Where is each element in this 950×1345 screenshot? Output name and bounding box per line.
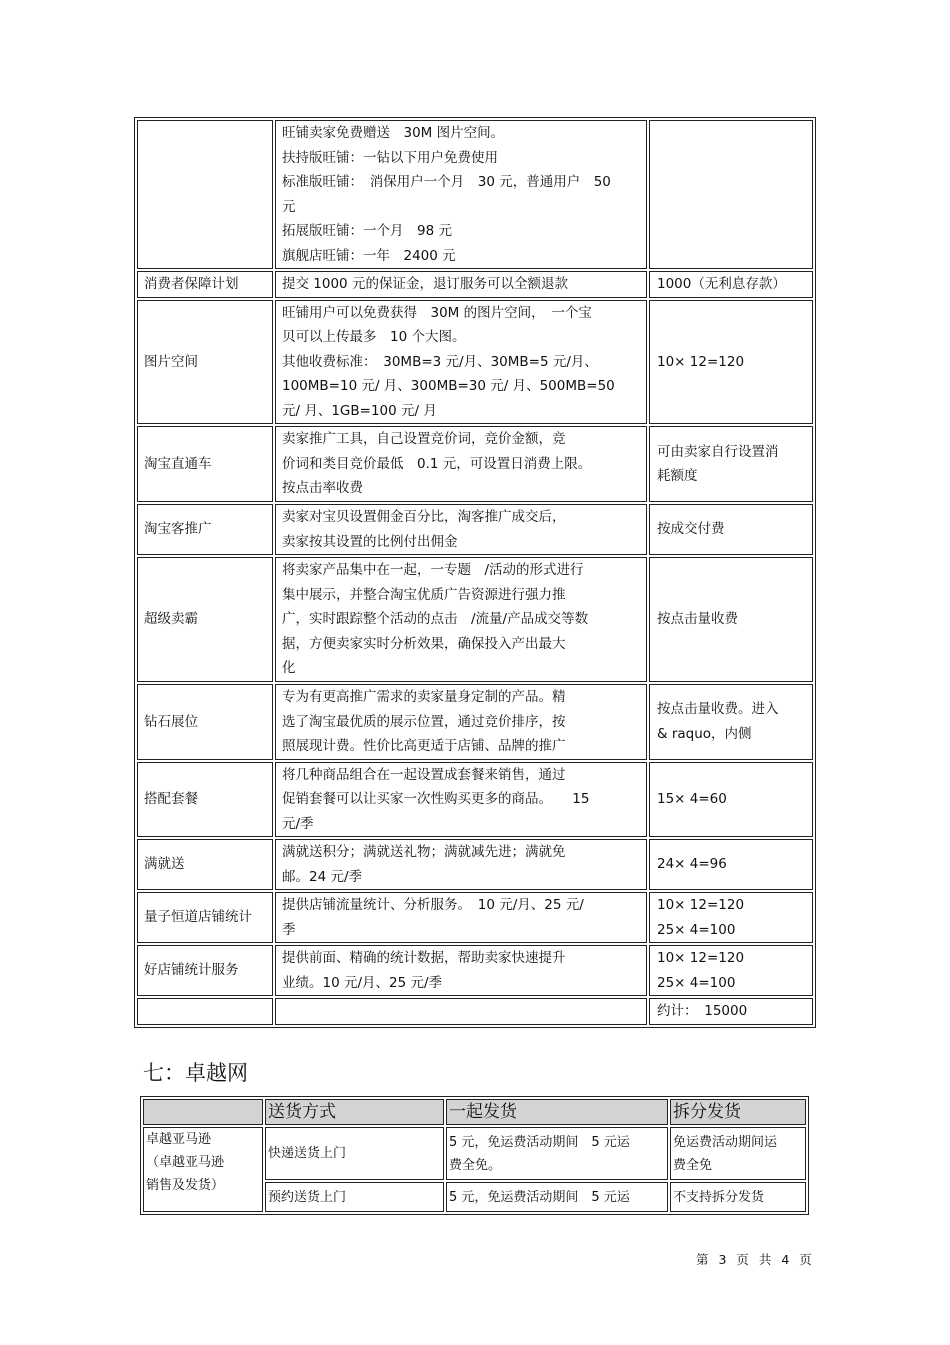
cell-line: 24× 4=96 xyxy=(657,856,727,873)
cell-line: 广，实时跟踪整个活动的点击 /流量/产品成交等数 xyxy=(282,611,589,628)
cell-line: 10× 12=120 xyxy=(657,897,745,913)
cell-line: 销售及发货） xyxy=(146,1178,225,1193)
item-name: 消费者保障计划 xyxy=(144,276,239,292)
cell-line: 卖家按其设置的比例付出佣金 xyxy=(282,533,458,550)
table-row xyxy=(137,945,813,996)
cell-line: 旗舰店旺铺：一年 2400 元 xyxy=(282,247,456,264)
cell-line: & raquo，内侧 xyxy=(657,725,752,742)
cost-cell xyxy=(649,762,813,838)
cell-line: 卓越亚马逊 xyxy=(146,1132,212,1147)
item-name-cell xyxy=(137,998,273,1025)
cell-line: （卓越亚马逊 xyxy=(146,1155,225,1170)
item-name: 量子恒道店铺统计 xyxy=(144,909,252,926)
cell-line: 100MB=10 元/ 月、300MB=30 元/ 月、500MB=50 xyxy=(282,378,615,394)
description-cell xyxy=(275,120,647,269)
page-number: 第 3 页 共 4 页 xyxy=(696,1252,815,1267)
cell-line: 专为有更高推广需求的卖家量身定制的产品。精 xyxy=(282,689,566,705)
cell-line: 将几种商品组合在一起设置成套餐来销售，通过 xyxy=(282,766,566,783)
item-name: 图片空间 xyxy=(144,353,198,370)
cell-line: 照展现计费。性价比高更适于店铺、品牌的推广 xyxy=(282,738,566,754)
cell-line: 按成交付费 xyxy=(657,521,725,538)
table-row xyxy=(137,839,813,890)
cell-line: 选了淘宝最优质的展示位置，通过竞价排序，按 xyxy=(282,713,566,730)
table-row xyxy=(137,426,813,502)
cell-line: 标准版旺铺： 消保用户一个月 30 元，普通用户 50 xyxy=(282,174,611,190)
item-name-cell xyxy=(137,945,273,996)
description-cell xyxy=(275,271,647,298)
item-name-cell xyxy=(137,762,273,838)
item-name-cell xyxy=(137,120,273,269)
cell-line: 业绩。10 元/月、25 元/季 xyxy=(282,974,443,991)
item-name: 满就送 xyxy=(144,856,185,873)
cell-line: 化 xyxy=(282,660,296,677)
description-cell xyxy=(275,300,647,425)
table-row xyxy=(137,998,813,1025)
cost-cell xyxy=(649,684,813,760)
cell-line: 价词和类目竞价最低 0.1 元，可设置日消费上限。 xyxy=(282,455,592,472)
table-row xyxy=(137,762,813,838)
cell-line: 5 元，免运费活动期间 5 元运 xyxy=(449,1189,630,1205)
cell-line: 提交 1000 元的保证金，退订服务可以全额退款 xyxy=(282,276,568,292)
table-row xyxy=(137,684,813,760)
cost-cell xyxy=(649,300,813,425)
cell-line: 促销套餐可以让买家一次性购买更多的商品。 15 xyxy=(282,791,590,807)
table-row xyxy=(137,892,813,943)
cell-line: 元/季 xyxy=(282,815,314,832)
delivery-method-cell: 快递送货上门 xyxy=(265,1127,444,1180)
item-name: 好店铺统计服务 xyxy=(144,962,239,979)
cell-line: 满就送积分；满就送礼物；满就减先进；满就免 xyxy=(282,844,566,860)
description-cell xyxy=(275,762,647,838)
cost-cell xyxy=(649,271,813,298)
item-name: 钻石展位 xyxy=(144,713,198,730)
cell-line: 扶持版旺铺：一钻以下用户免费使用 xyxy=(282,149,498,166)
shipping-table xyxy=(140,1096,809,1215)
cost-cell xyxy=(649,426,813,502)
table-row xyxy=(137,504,813,555)
cell-line: 1000（无利息存款） xyxy=(657,276,786,292)
item-name xyxy=(144,999,272,1024)
cell-line: 贝可以上传最多 10 个大图。 xyxy=(282,329,466,345)
cell-line: 旺铺用户可以免费获得 30M 的图片空间， 一个宝 xyxy=(282,304,592,321)
cell-line: 旺铺卖家免费赠送 30M 图片空间。 xyxy=(282,125,505,141)
description-cell xyxy=(275,426,647,502)
cell-line: 据，方便卖家实时分析效果，确保投入产出最大 xyxy=(282,635,566,652)
header-cell xyxy=(143,1099,263,1125)
item-name-cell xyxy=(137,839,273,890)
header-cell: 送货方式 xyxy=(265,1099,444,1125)
description-cell xyxy=(275,892,647,943)
item-name: 搭配套餐 xyxy=(144,791,198,807)
item-name: 淘宝客推广 xyxy=(144,521,212,538)
ship-together-cell xyxy=(446,1182,668,1212)
table-row xyxy=(137,300,813,425)
ship-split-cell xyxy=(670,1127,806,1180)
cell-line: 免运费活动期间运 xyxy=(673,1134,778,1150)
cell-line: 耗额度 xyxy=(657,468,698,484)
header-cell: 一起发货 xyxy=(446,1099,668,1125)
item-name-cell xyxy=(137,557,273,682)
item-name-cell xyxy=(137,684,273,760)
seller-cell xyxy=(143,1127,263,1212)
item-name: 淘宝直通车 xyxy=(144,455,212,472)
description-cell xyxy=(275,684,647,760)
cell-line: 将卖家产品集中在一起，一专题 /活动的形式进行 xyxy=(282,562,584,579)
table-row xyxy=(137,271,813,298)
cell-line: 不支持拆分发货 xyxy=(673,1189,765,1205)
cell-line: 约计： 15000 xyxy=(657,1003,748,1019)
item-name-cell xyxy=(137,300,273,425)
cost-cell xyxy=(649,557,813,682)
cell-line: 费全免。 xyxy=(449,1157,502,1173)
cell-line: 10× 12=120 xyxy=(657,950,745,966)
description-cell xyxy=(275,504,647,555)
cell-line xyxy=(282,999,640,1024)
cost-cell xyxy=(649,998,813,1025)
description-cell xyxy=(275,839,647,890)
cost-cell xyxy=(649,839,813,890)
ship-split-cell xyxy=(670,1182,806,1212)
description-cell xyxy=(275,945,647,996)
item-name-cell xyxy=(137,504,273,555)
table-row xyxy=(137,120,813,269)
item-name-cell xyxy=(137,426,273,502)
table-header-row xyxy=(143,1099,806,1125)
item-name xyxy=(144,182,272,207)
cell-line: 其他收费标准： 30MB=3 元/月、30MB=5 元/月、 xyxy=(282,353,598,370)
cell-line xyxy=(657,182,812,207)
cell-line: 提供前面、精确的统计数据，帮助卖家快速提升 xyxy=(282,950,566,966)
cell-line: 集中展示，并整合淘宝优质广告资源进行强力推 xyxy=(282,586,566,603)
fee-table xyxy=(134,117,816,1028)
cell-line: 卖家推广工具，自己设置竞价词，竞价金额，竞 xyxy=(282,431,566,448)
description-cell xyxy=(275,998,647,1025)
cell-line: 费全免 xyxy=(673,1157,713,1173)
cell-line: 可由卖家自行设置消 xyxy=(657,443,779,460)
cost-cell xyxy=(649,892,813,943)
cell-line: 邮。24 元/季 xyxy=(282,868,363,885)
description-cell xyxy=(275,557,647,682)
cell-line: 25× 4=100 xyxy=(657,974,736,991)
cell-line: 5 元，免运费活动期间 5 元运 xyxy=(449,1134,630,1150)
cell-line: 25× 4=100 xyxy=(657,921,736,938)
item-name-cell xyxy=(137,892,273,943)
cost-cell xyxy=(649,945,813,996)
table-row xyxy=(143,1127,806,1180)
header-cell: 拆分发货 xyxy=(670,1099,806,1125)
cell-line: 元 xyxy=(282,198,296,215)
cell-line: 按点击量收费。进入 xyxy=(657,701,779,718)
item-name: 超级卖霸 xyxy=(144,611,198,628)
cell-line: 按点击率收费 xyxy=(282,480,363,497)
cell-line: 季 xyxy=(282,921,296,938)
cell-line: 拓展版旺铺：一个月 98 元 xyxy=(282,223,452,239)
cost-cell xyxy=(649,120,813,269)
cell-line: 卖家对宝贝设置佣金百分比，淘客推广成交后， xyxy=(282,509,566,525)
cell-line: 提供店铺流量统计、分析服务。 10 元/月、25 元/ xyxy=(282,897,584,913)
table-row xyxy=(137,557,813,682)
item-name-cell xyxy=(137,271,273,298)
cost-cell xyxy=(649,504,813,555)
cell-line: 按点击量收费 xyxy=(657,611,738,628)
delivery-method-cell: 预约送货上门 xyxy=(265,1182,444,1212)
cell-line: 元/ 月、1GB=100 元/ 月 xyxy=(282,402,437,419)
ship-together-cell xyxy=(446,1127,668,1180)
section-title: 七：卓越网 xyxy=(143,1061,248,1085)
cell-line: 10× 12=120 xyxy=(657,353,745,370)
cell-line: 15× 4=60 xyxy=(657,791,727,807)
